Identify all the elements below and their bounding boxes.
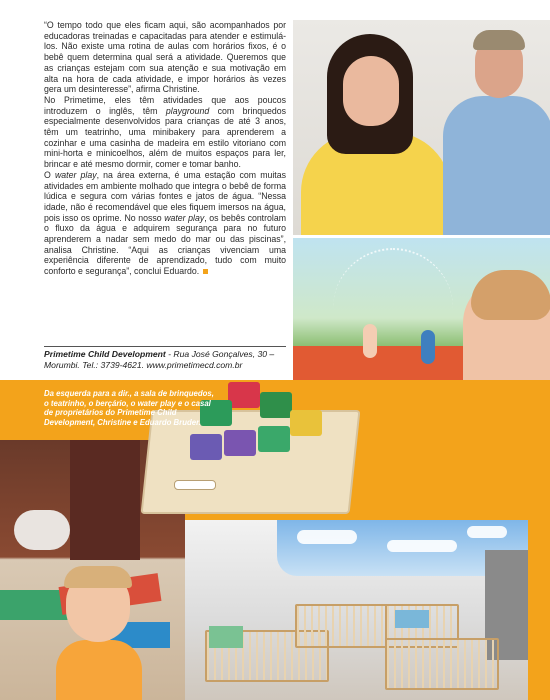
article-term-water-play: water play — [54, 169, 97, 180]
contact-info — [44, 346, 286, 371]
founders-photo — [293, 20, 550, 235]
water-play-child-hair — [471, 270, 550, 320]
article-term-playground: playground — [165, 105, 210, 116]
founder-man-hair — [473, 30, 525, 50]
orange-edge-strip — [528, 440, 550, 700]
photo-caption: Da esquerda para a dir., a sala de brinquedos, o teatrinho, o berçário, o water play e o casal de proprietários do Primetime Child Development, Christine e Eduardo Bruder. — [44, 389, 214, 427]
founder-man-shirt — [443, 96, 550, 235]
toy-block-yellow — [290, 410, 322, 436]
water-play-child-1 — [363, 324, 377, 358]
article-paragraph-3-text-b: , os bebês controlam o fluxo da água e adquirem segurança para no futuro aprenderem a nadar sem medo do mar ou das piscinas”, analisa Christine. “Aqui as crianças vivenciam uma experiência diferente de aprendizado, tudo com muito conforto e segurança”, conclui Eduardo. — [44, 212, 286, 277]
ceiling-cloud — [297, 530, 357, 544]
toy-block-purple — [224, 430, 256, 456]
toy-block-red — [228, 382, 260, 408]
article-paragraph-1-text: “O tempo todo que eles ficam aqui, são acompanhados por educadoras treinadas e capacitadas para atender e estimulá-los. Não existe uma rotina de aulas com horários fixos, é o bebê quem determina qual será a atividade. Queremos que as crianças estejam com sua atenção e sua motivação em alta na hora de cada atividade, e impor horários às vezes gera um desinteresse”, afirma Christine. — [44, 20, 286, 95]
crib — [295, 604, 389, 648]
ceiling-cloud — [387, 540, 457, 552]
toy-block-green — [258, 426, 290, 452]
toy-block-purple — [190, 434, 222, 460]
ceiling-cloud — [467, 526, 507, 538]
water-jet-spray — [333, 248, 453, 340]
toy-block-green — [260, 392, 292, 418]
contact-address: - Rua José Gonçalves, 30 – Morumbi. Tel.: 3739-4621. www.primetimecd.com.br — [44, 349, 275, 370]
article-term-water-play-2: water play — [164, 212, 205, 223]
article-paragraph-1 — [44, 20, 286, 95]
rocking-horse — [14, 510, 70, 550]
contact-company-name: Primetime Child Development — [44, 349, 166, 359]
article-body — [44, 20, 286, 277]
crib-blanket — [395, 610, 429, 628]
playroom-child-hair — [64, 566, 132, 588]
article-paragraph-3-text-a: , na área externa, é uma estação com muitas atividades em ambiente molhado que integra o bebê de forma lúdica e segura com várias fontes e jatos de água. “Nessa idade, não é recomendável que eles fiquem imersos na água, pois isso os oprime. No nosso — [44, 169, 286, 223]
article-paragraph-2-text-b: com brinquedos especialmente desenvolvidos para crianças de até 3 anos, têm um teatrinho, uma minibakery para aprenderem a cozinhar e uma casinha de madeira em estilo vitoriano com mini-horta e minicoelhos, além de muitos espaços para ler, brincar e até mesmo dormir, comer e tomar banho. — [44, 105, 286, 170]
nursery-photo — [185, 520, 528, 700]
article-paragraph-2-text-a: No Primetime, eles têm atividades que aos poucos introduzem o inglês, têm — [44, 94, 286, 116]
playroom-curtain — [70, 440, 140, 560]
founder-woman-face — [343, 56, 399, 126]
article-paragraph-2 — [44, 95, 286, 170]
water-play-child-2 — [421, 330, 435, 364]
toy-box-handle — [174, 480, 216, 490]
crib-blanket — [209, 626, 243, 648]
playroom-child-shirt — [56, 640, 142, 700]
article-paragraph-3: O water play, na área externa, é uma estação com muitas atividades em ambiente molhado que integra o bebê de forma lúdica e segura com várias fontes e jatos de água. “Nessa idade, não é recomendável que eles fiquem imersos na água, pois isso os oprime. No nosso water play, os bebês controlam o fluxo da água e adquirem segurança para no futuro aprenderem a nadar sem medo do mar ou das piscinas”, analisa Christine. “Aqui as crianças vivenciam uma experiência diferente de aprendizado, tudo com muito conforto e segurança”, conclui Eduardo. — [44, 169, 286, 277]
end-of-article-mark — [203, 269, 208, 274]
crib — [385, 638, 499, 690]
